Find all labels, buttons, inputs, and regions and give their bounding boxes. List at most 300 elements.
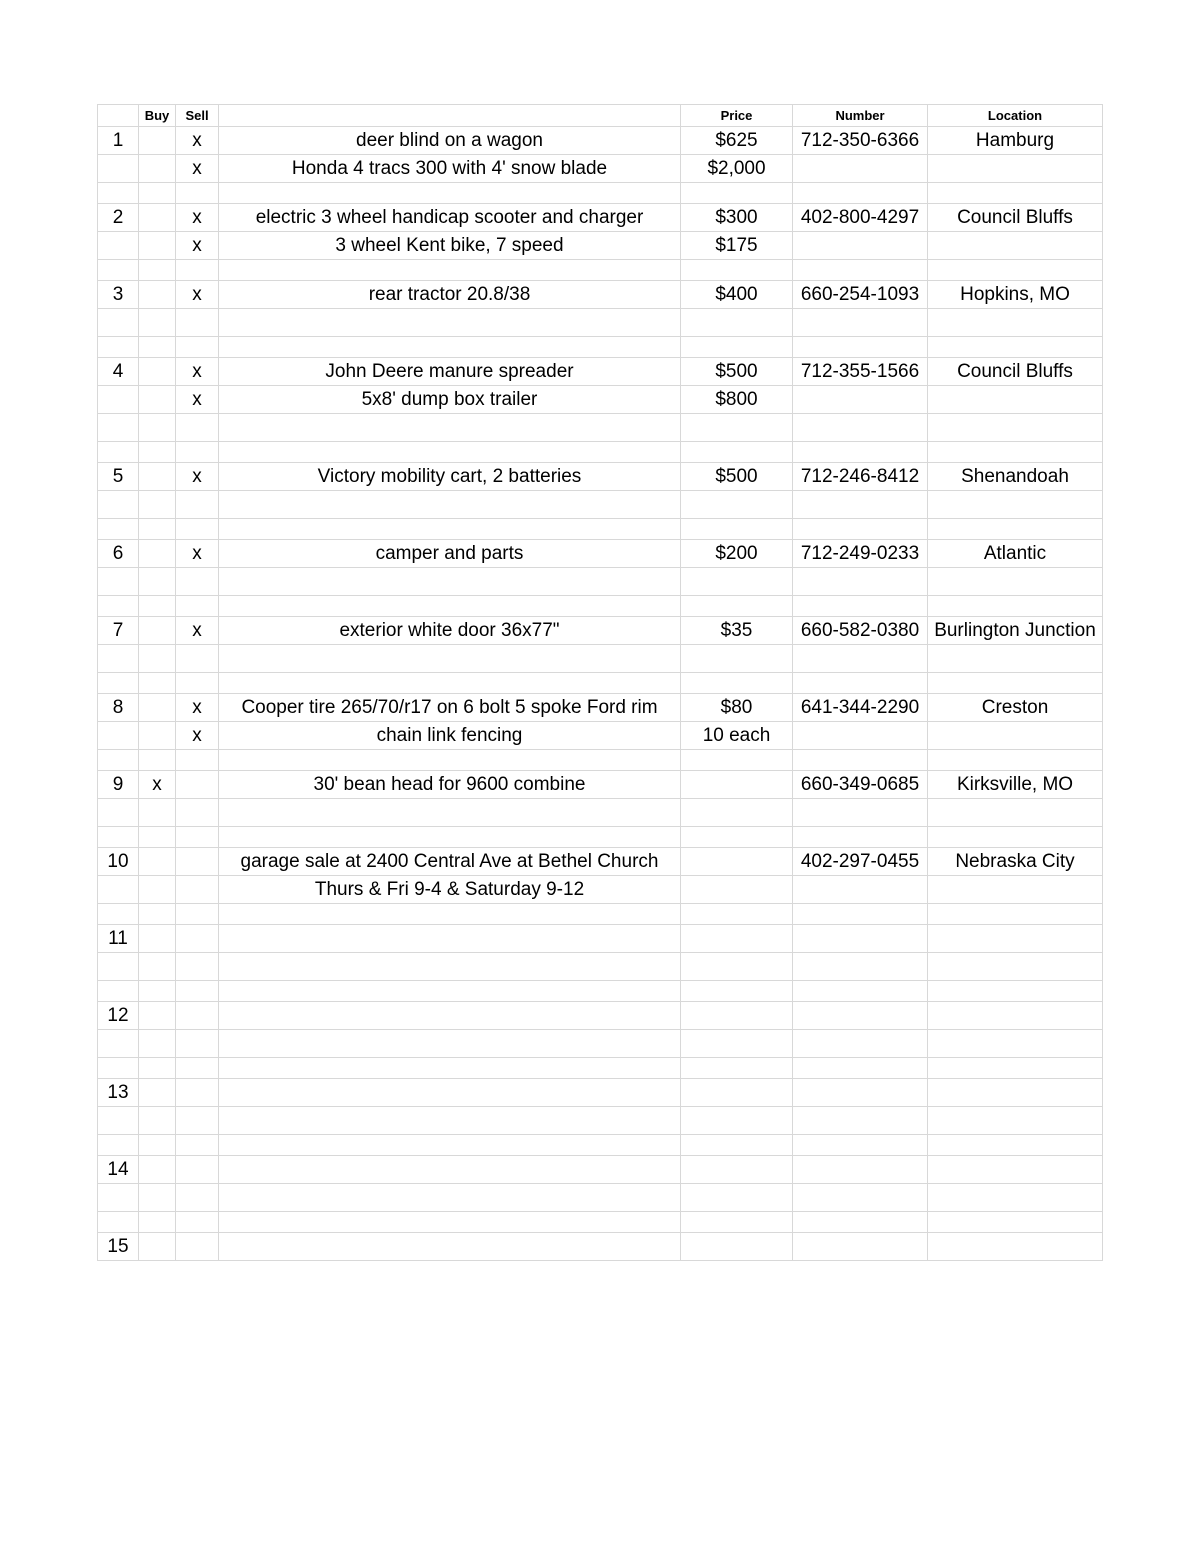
row-number xyxy=(98,953,139,981)
row-number xyxy=(98,1058,139,1079)
price-cell xyxy=(681,953,793,981)
sell-mark: x xyxy=(176,386,219,414)
buy-mark xyxy=(139,358,176,386)
table-row xyxy=(98,414,1103,442)
phone-number xyxy=(793,596,928,617)
item-description xyxy=(219,925,681,953)
item-description xyxy=(219,568,681,596)
price-cell xyxy=(681,1079,793,1107)
price-cell: $35 xyxy=(681,617,793,645)
spacer-row xyxy=(98,596,1103,617)
row-number xyxy=(98,722,139,750)
row-number xyxy=(98,183,139,204)
sell-mark xyxy=(176,953,219,981)
item-description: 3 wheel Kent bike, 7 speed xyxy=(219,232,681,260)
sell-mark xyxy=(176,183,219,204)
sell-mark xyxy=(176,337,219,358)
row-number xyxy=(98,442,139,463)
location-cell xyxy=(928,1212,1103,1233)
price-cell: 10 each xyxy=(681,722,793,750)
row-number xyxy=(98,519,139,540)
price-cell xyxy=(681,981,793,1002)
price-cell: $200 xyxy=(681,540,793,568)
phone-number xyxy=(793,645,928,673)
sell-mark xyxy=(176,771,219,799)
row-number: 9 xyxy=(98,771,139,799)
buy-mark xyxy=(139,183,176,204)
row-number xyxy=(98,827,139,848)
price-cell: $300 xyxy=(681,204,793,232)
table-row xyxy=(98,1184,1103,1212)
price-cell xyxy=(681,925,793,953)
item-description xyxy=(219,1030,681,1058)
table-row xyxy=(98,309,1103,337)
table-row xyxy=(98,491,1103,519)
price-cell xyxy=(681,645,793,673)
price-cell xyxy=(681,519,793,540)
sell-mark xyxy=(176,645,219,673)
price-cell xyxy=(681,1156,793,1184)
buy-mark xyxy=(139,596,176,617)
item-description: Cooper tire 265/70/r17 on 6 bolt 5 spoke Ford rim xyxy=(219,694,681,722)
table-row xyxy=(98,925,1103,953)
item-description xyxy=(219,645,681,673)
location-cell xyxy=(928,925,1103,953)
item-description xyxy=(219,337,681,358)
location-cell: Kirksville, MO xyxy=(928,771,1103,799)
phone-number xyxy=(793,183,928,204)
item-description xyxy=(219,673,681,694)
item-description xyxy=(219,1233,681,1261)
row-number: 4 xyxy=(98,358,139,386)
table-row xyxy=(98,1079,1103,1107)
location-cell xyxy=(928,827,1103,848)
location-cell xyxy=(928,1184,1103,1212)
buy-mark xyxy=(139,953,176,981)
buy-mark xyxy=(139,540,176,568)
buy-mark xyxy=(139,519,176,540)
location-cell xyxy=(928,414,1103,442)
price-cell xyxy=(681,750,793,771)
item-description xyxy=(219,1135,681,1156)
item-description xyxy=(219,904,681,925)
row-number xyxy=(98,904,139,925)
item-description: 30' bean head for 9600 combine xyxy=(219,771,681,799)
price-cell xyxy=(681,1107,793,1135)
phone-number xyxy=(793,673,928,694)
price-cell xyxy=(681,799,793,827)
buy-mark xyxy=(139,491,176,519)
table-row xyxy=(98,722,1103,750)
item-description: 5x8' dump box trailer xyxy=(219,386,681,414)
sell-mark xyxy=(176,1184,219,1212)
location-cell xyxy=(928,722,1103,750)
buy-mark xyxy=(139,1212,176,1233)
sell-mark xyxy=(176,1002,219,1030)
phone-number xyxy=(793,827,928,848)
row-number xyxy=(98,673,139,694)
buy-mark xyxy=(139,337,176,358)
location-cell xyxy=(928,183,1103,204)
buy-mark xyxy=(139,1058,176,1079)
location-cell xyxy=(928,596,1103,617)
buy-mark xyxy=(139,1107,176,1135)
location-cell xyxy=(928,1079,1103,1107)
header-item xyxy=(219,105,681,127)
buy-mark xyxy=(139,617,176,645)
table-row xyxy=(98,232,1103,260)
phone-number xyxy=(793,799,928,827)
spacer-row xyxy=(98,519,1103,540)
buy-mark xyxy=(139,848,176,876)
buy-mark xyxy=(139,904,176,925)
buy-mark xyxy=(139,442,176,463)
phone-number xyxy=(793,260,928,281)
price-cell: $400 xyxy=(681,281,793,309)
buy-mark xyxy=(139,386,176,414)
phone-number: 660-582-0380 xyxy=(793,617,928,645)
sell-mark xyxy=(176,1135,219,1156)
row-number xyxy=(98,155,139,183)
location-cell xyxy=(928,337,1103,358)
header-sell: Sell xyxy=(176,105,219,127)
sell-mark: x xyxy=(176,127,219,155)
sell-mark: x xyxy=(176,204,219,232)
sell-mark: x xyxy=(176,540,219,568)
row-number xyxy=(98,1107,139,1135)
location-cell xyxy=(928,1002,1103,1030)
table-row xyxy=(98,1233,1103,1261)
table-row xyxy=(98,694,1103,722)
phone-number xyxy=(793,1058,928,1079)
row-number xyxy=(98,568,139,596)
row-number xyxy=(98,309,139,337)
location-cell: Burlington Junction xyxy=(928,617,1103,645)
phone-number xyxy=(793,1002,928,1030)
item-description xyxy=(219,981,681,1002)
location-cell: Hamburg xyxy=(928,127,1103,155)
phone-number xyxy=(793,519,928,540)
item-description xyxy=(219,491,681,519)
row-number xyxy=(98,981,139,1002)
buy-mark xyxy=(139,1030,176,1058)
row-number xyxy=(98,1184,139,1212)
phone-number xyxy=(793,1156,928,1184)
price-cell xyxy=(681,771,793,799)
sell-mark xyxy=(176,491,219,519)
phone-number xyxy=(793,442,928,463)
phone-number: 660-349-0685 xyxy=(793,771,928,799)
item-description: garage sale at 2400 Central Ave at Bethel Church xyxy=(219,848,681,876)
sell-mark xyxy=(176,876,219,904)
location-cell xyxy=(928,519,1103,540)
price-cell: $800 xyxy=(681,386,793,414)
location-cell xyxy=(928,1233,1103,1261)
price-cell xyxy=(681,414,793,442)
buy-mark xyxy=(139,645,176,673)
item-description xyxy=(219,309,681,337)
item-description xyxy=(219,827,681,848)
table-row xyxy=(98,358,1103,386)
location-cell: Council Bluffs xyxy=(928,204,1103,232)
row-number: 14 xyxy=(98,1156,139,1184)
header-location: Location xyxy=(928,105,1103,127)
row-number xyxy=(98,1030,139,1058)
sell-mark xyxy=(176,442,219,463)
buy-mark xyxy=(139,463,176,491)
phone-number: 660-254-1093 xyxy=(793,281,928,309)
location-cell xyxy=(928,232,1103,260)
phone-number xyxy=(793,155,928,183)
item-description: camper and parts xyxy=(219,540,681,568)
buy-mark xyxy=(139,309,176,337)
location-cell xyxy=(928,442,1103,463)
price-cell xyxy=(681,1184,793,1212)
sell-mark: x xyxy=(176,722,219,750)
sell-mark xyxy=(176,568,219,596)
item-description xyxy=(219,1107,681,1135)
price-cell xyxy=(681,568,793,596)
phone-number: 402-800-4297 xyxy=(793,204,928,232)
buy-mark xyxy=(139,260,176,281)
location-cell: Atlantic xyxy=(928,540,1103,568)
price-cell xyxy=(681,876,793,904)
phone-number xyxy=(793,568,928,596)
phone-number xyxy=(793,981,928,1002)
buy-mark xyxy=(139,1135,176,1156)
phone-number xyxy=(793,386,928,414)
item-description: John Deere manure spreader xyxy=(219,358,681,386)
row-number: 8 xyxy=(98,694,139,722)
buy-mark xyxy=(139,750,176,771)
sell-mark: x xyxy=(176,358,219,386)
price-cell xyxy=(681,848,793,876)
price-cell: $625 xyxy=(681,127,793,155)
sell-mark xyxy=(176,260,219,281)
sell-mark xyxy=(176,925,219,953)
price-cell xyxy=(681,673,793,694)
phone-number xyxy=(793,750,928,771)
price-cell xyxy=(681,1135,793,1156)
item-description: electric 3 wheel handicap scooter and charger xyxy=(219,204,681,232)
spacer-row xyxy=(98,673,1103,694)
table-row xyxy=(98,1002,1103,1030)
row-number xyxy=(98,645,139,673)
price-cell xyxy=(681,1058,793,1079)
location-cell xyxy=(928,1156,1103,1184)
row-number: 2 xyxy=(98,204,139,232)
price-cell xyxy=(681,596,793,617)
table-row xyxy=(98,127,1103,155)
row-number xyxy=(98,596,139,617)
item-description xyxy=(219,953,681,981)
buy-mark xyxy=(139,925,176,953)
buy-mark xyxy=(139,1002,176,1030)
item-description: deer blind on a wagon xyxy=(219,127,681,155)
buy-mark xyxy=(139,281,176,309)
table-row xyxy=(98,281,1103,309)
price-cell xyxy=(681,337,793,358)
sell-mark xyxy=(176,827,219,848)
phone-number xyxy=(793,1212,928,1233)
phone-number xyxy=(793,1233,928,1261)
row-number: 15 xyxy=(98,1233,139,1261)
item-description xyxy=(219,260,681,281)
location-cell xyxy=(928,799,1103,827)
phone-number xyxy=(793,904,928,925)
row-number: 13 xyxy=(98,1079,139,1107)
price-cell: $175 xyxy=(681,232,793,260)
location-cell: Nebraska City xyxy=(928,848,1103,876)
phone-number xyxy=(793,1030,928,1058)
item-description xyxy=(219,799,681,827)
phone-number: 402-297-0455 xyxy=(793,848,928,876)
price-cell xyxy=(681,1030,793,1058)
sell-mark xyxy=(176,799,219,827)
buy-mark xyxy=(139,799,176,827)
row-number: 11 xyxy=(98,925,139,953)
price-cell: $500 xyxy=(681,358,793,386)
sell-mark xyxy=(176,1030,219,1058)
sell-mark: x xyxy=(176,155,219,183)
table-body xyxy=(98,127,1103,1261)
table-row xyxy=(98,204,1103,232)
buy-mark xyxy=(139,568,176,596)
spacer-row xyxy=(98,750,1103,771)
table-row xyxy=(98,1030,1103,1058)
spacer-row xyxy=(98,1135,1103,1156)
header-buy: Buy xyxy=(139,105,176,127)
phone-number xyxy=(793,925,928,953)
buy-mark xyxy=(139,694,176,722)
row-number xyxy=(98,799,139,827)
buy-mark xyxy=(139,876,176,904)
item-description xyxy=(219,596,681,617)
location-cell xyxy=(928,750,1103,771)
item-description xyxy=(219,750,681,771)
table-row xyxy=(98,463,1103,491)
location-cell: Hopkins, MO xyxy=(928,281,1103,309)
sell-mark xyxy=(176,848,219,876)
row-number xyxy=(98,1135,139,1156)
item-description xyxy=(219,1058,681,1079)
table-row xyxy=(98,848,1103,876)
buy-mark xyxy=(139,1079,176,1107)
item-description xyxy=(219,1184,681,1212)
buy-mark xyxy=(139,414,176,442)
phone-number: 712-246-8412 xyxy=(793,463,928,491)
row-number xyxy=(98,414,139,442)
item-description: rear tractor 20.8/38 xyxy=(219,281,681,309)
row-number xyxy=(98,1212,139,1233)
buy-mark xyxy=(139,673,176,694)
row-number: 5 xyxy=(98,463,139,491)
header-num xyxy=(98,105,139,127)
location-cell xyxy=(928,904,1103,925)
phone-number xyxy=(793,232,928,260)
classifieds-table xyxy=(97,104,1103,1261)
item-description xyxy=(219,519,681,540)
buy-mark: x xyxy=(139,771,176,799)
phone-number xyxy=(793,491,928,519)
price-cell xyxy=(681,1233,793,1261)
spacer-row xyxy=(98,442,1103,463)
item-description: Thurs & Fri 9-4 & Saturday 9-12 xyxy=(219,876,681,904)
row-number xyxy=(98,491,139,519)
item-description: Victory mobility cart, 2 batteries xyxy=(219,463,681,491)
location-cell xyxy=(928,155,1103,183)
row-number: 6 xyxy=(98,540,139,568)
item-description xyxy=(219,1156,681,1184)
row-number: 10 xyxy=(98,848,139,876)
phone-number xyxy=(793,876,928,904)
price-cell: $500 xyxy=(681,463,793,491)
location-cell xyxy=(928,260,1103,281)
price-cell xyxy=(681,309,793,337)
row-number: 1 xyxy=(98,127,139,155)
spacer-row xyxy=(98,337,1103,358)
phone-number: 712-249-0233 xyxy=(793,540,928,568)
header-row xyxy=(98,105,1103,127)
table-row xyxy=(98,771,1103,799)
location-cell xyxy=(928,1135,1103,1156)
phone-number: 712-350-6366 xyxy=(793,127,928,155)
sell-mark xyxy=(176,1079,219,1107)
buy-mark xyxy=(139,1156,176,1184)
location-cell xyxy=(928,876,1103,904)
row-number xyxy=(98,876,139,904)
spacer-row xyxy=(98,981,1103,1002)
item-description: Honda 4 tracs 300 with 4' snow blade xyxy=(219,155,681,183)
item-description xyxy=(219,1079,681,1107)
table-row xyxy=(98,645,1103,673)
table-row xyxy=(98,1107,1103,1135)
sell-mark xyxy=(176,1058,219,1079)
sell-mark xyxy=(176,414,219,442)
item-description xyxy=(219,1212,681,1233)
table-row xyxy=(98,155,1103,183)
phone-number xyxy=(793,337,928,358)
spacer-row xyxy=(98,1058,1103,1079)
item-description: exterior white door 36x77" xyxy=(219,617,681,645)
table-row xyxy=(98,386,1103,414)
table-row xyxy=(98,568,1103,596)
header-price: Price xyxy=(681,105,793,127)
sell-mark: x xyxy=(176,232,219,260)
sell-mark xyxy=(176,1233,219,1261)
sell-mark: x xyxy=(176,617,219,645)
buy-mark xyxy=(139,127,176,155)
sell-mark: x xyxy=(176,694,219,722)
sell-mark xyxy=(176,1107,219,1135)
spacer-row xyxy=(98,904,1103,925)
buy-mark xyxy=(139,1184,176,1212)
row-number xyxy=(98,232,139,260)
location-cell xyxy=(928,673,1103,694)
location-cell xyxy=(928,645,1103,673)
price-cell xyxy=(681,260,793,281)
sell-mark xyxy=(176,1212,219,1233)
header-number: Number xyxy=(793,105,928,127)
sell-mark xyxy=(176,750,219,771)
item-description xyxy=(219,414,681,442)
price-cell xyxy=(681,1212,793,1233)
location-cell xyxy=(928,568,1103,596)
phone-number: 712-355-1566 xyxy=(793,358,928,386)
table-row xyxy=(98,617,1103,645)
item-description xyxy=(219,442,681,463)
table-row xyxy=(98,799,1103,827)
